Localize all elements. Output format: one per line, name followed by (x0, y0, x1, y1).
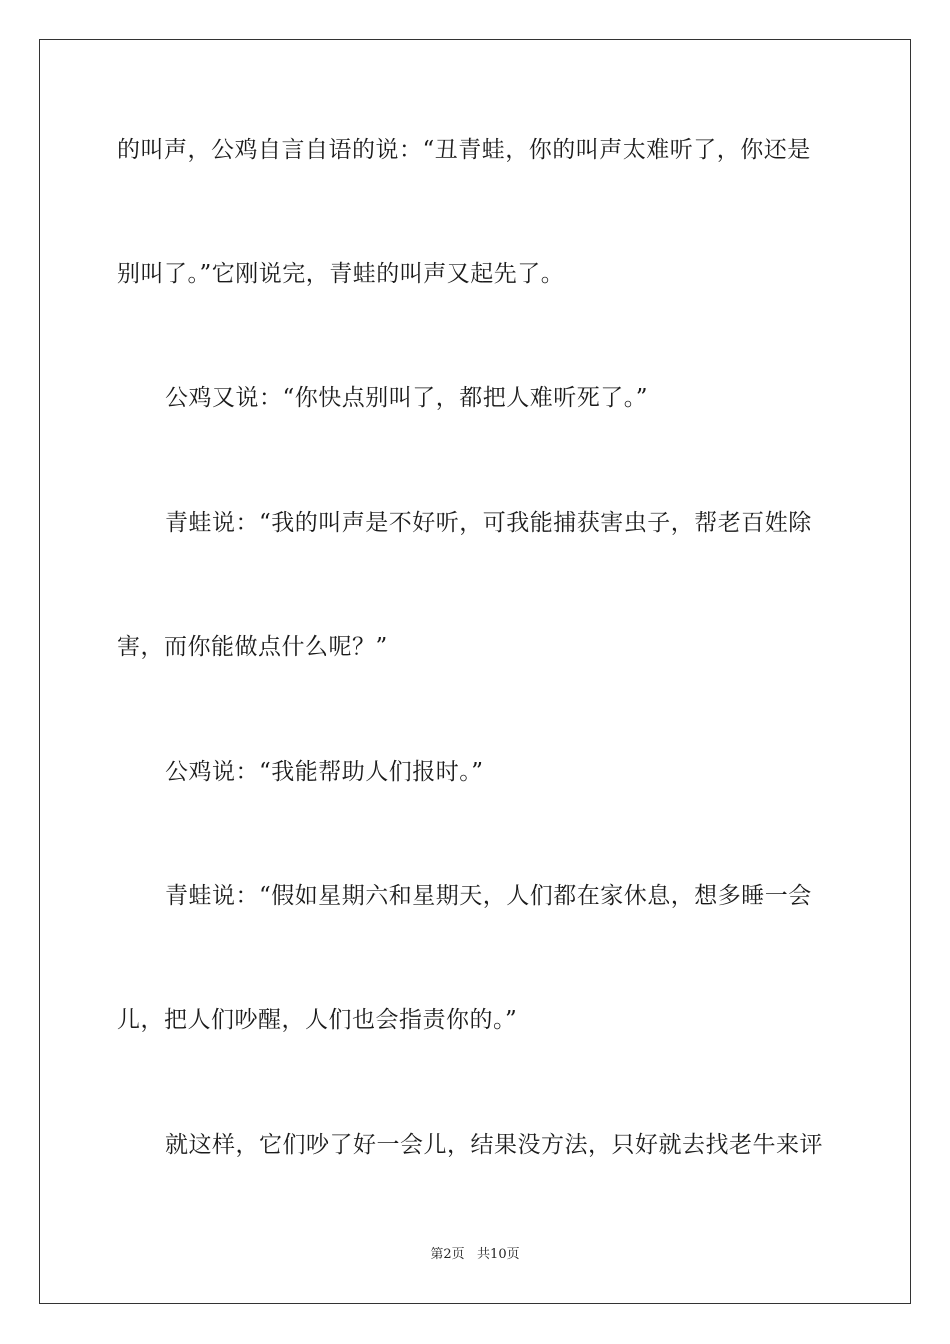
paragraph-line: 青蛙说：“我的叫声是不好听，可我能捕获害虫子，帮老百姓除 (165, 510, 812, 536)
paragraph-line: 青蛙说：“假如星期六和星期天，人们都在家休息，想多睡一会 (165, 883, 812, 909)
text-line: 的叫声，公鸡自言自语的说：“丑青蛙，你的叫声太难听了，你还是 (117, 137, 811, 163)
paragraph-line: 就这样，它们吵了好一会儿，结果没方法，只好就去找老牛来评 (165, 1132, 823, 1158)
text-line: 儿，把人们吵醒，人们也会指责你的。” (117, 1007, 518, 1033)
paragraph-line: 公鸡又说：“你快点别叫了，都把人难听死了。” (165, 385, 649, 411)
text-line: 别叫了。”它刚说完，青蛙的叫声又起先了。 (117, 261, 565, 287)
paragraph-line: 公鸡说：“我能帮助人们报时。” (165, 759, 484, 785)
page-border (39, 39, 911, 1304)
text-line: 害，而你能做点什么呢？” (117, 634, 388, 660)
page-number-footer: 第2页 共10页 (430, 1247, 520, 1262)
